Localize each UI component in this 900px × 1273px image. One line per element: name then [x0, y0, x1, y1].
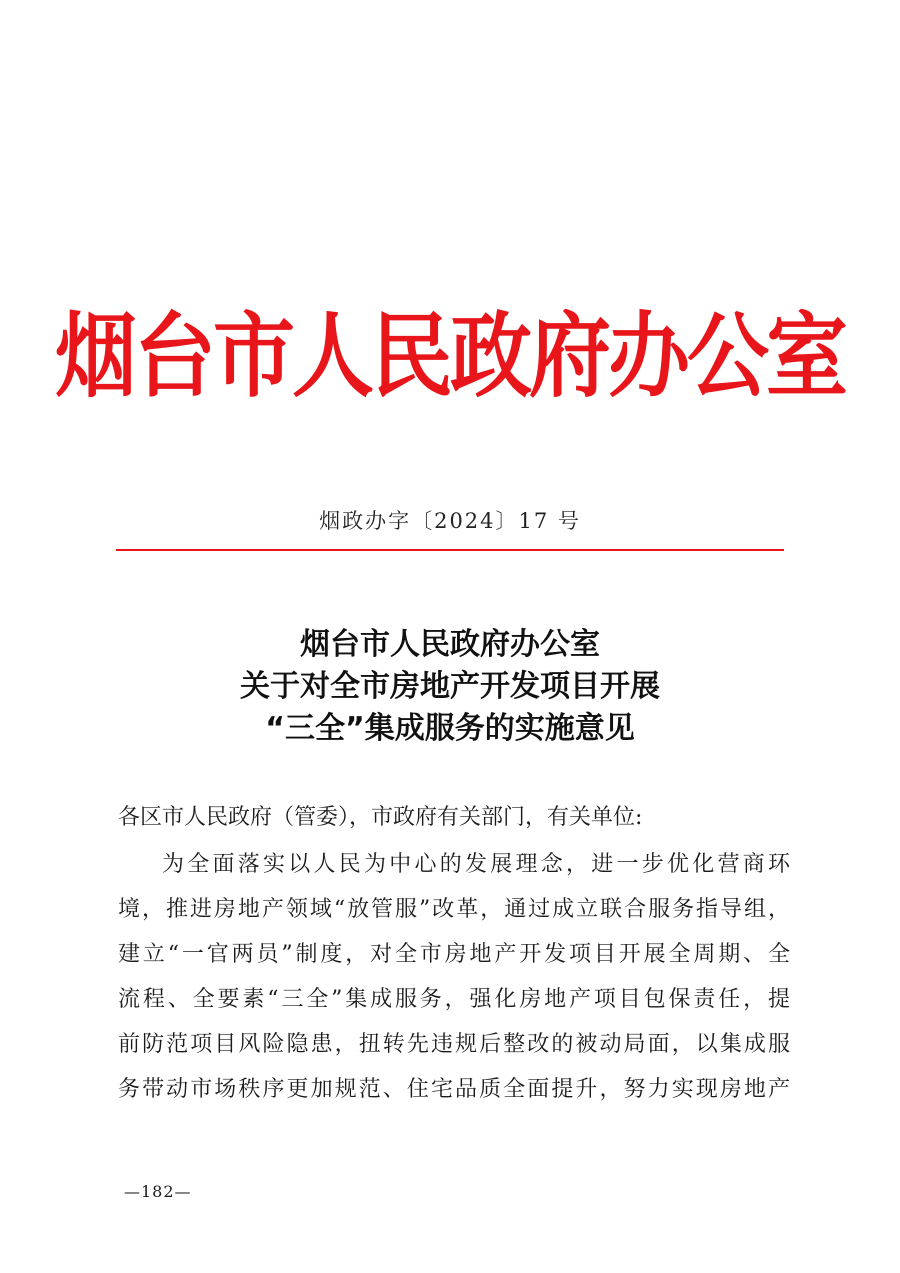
page-number: —182—: [124, 1182, 192, 1201]
masthead-title: 烟台市人民政府办公室: [54, 304, 845, 411]
body-line: 为全面落实以人民为中心的发展理念，进一步优化营商环: [162, 852, 790, 877]
title-line: 烟台市人民政府办公室: [300, 627, 600, 662]
body-line: 前防范项目风险隐患，扭转先违规后整改的被动局面，以集成服: [118, 1032, 790, 1057]
body-line: 流程、全要素“三全”集成服务，强化房地产项目包保责任，提: [118, 987, 790, 1012]
title-line: “三全”集成服务的实施意见: [265, 711, 635, 746]
document-title: [0, 624, 900, 750]
red-separator-line: [116, 549, 784, 551]
body-line: 境，推进房地产领域“放管服”改革，通过成立联合服务指导组，: [118, 897, 790, 922]
salutation: 各区市人民政府（管委），市政府有关部门，有关单位:: [118, 805, 643, 830]
title-line: 关于对全市房地产开发项目开展: [240, 669, 660, 704]
body-paragraph: [118, 842, 790, 1112]
document-number: 烟政办字〔2024〕17 号: [319, 509, 581, 533]
body-line: 建立“一官两员”制度，对全市房地产开发项目开展全周期、全: [118, 942, 790, 967]
body-line: 务带动市场秩序更加规范、住宅品质全面提升，努力实现房地产: [118, 1077, 790, 1102]
